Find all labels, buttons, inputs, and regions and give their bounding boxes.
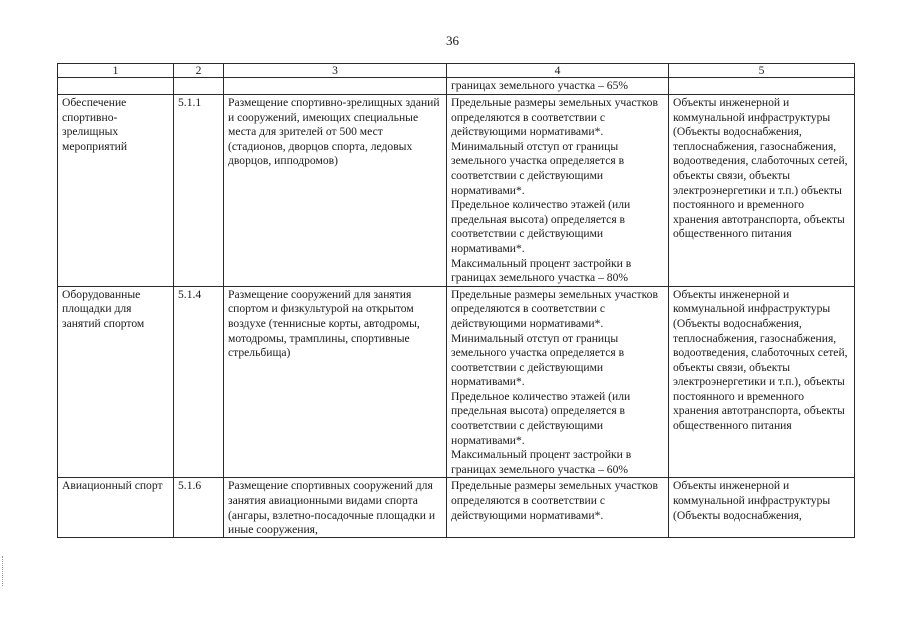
scan-margin-mark xyxy=(2,556,5,586)
header-cell-1: 1 xyxy=(58,64,174,78)
table-row xyxy=(58,478,855,538)
use-name: Оборудованные площадки для занятий спортом xyxy=(58,286,174,478)
table-row xyxy=(58,95,855,287)
auxiliary-uses: Объекты инженерной и коммунальной инфраструктуры (Объекты водоснабжения, теплоснабжения, газоснабжения, водоотведения, слаботочных сетей, объекты связи, объекты электроэнергетики и т.п.) объекты постоянного и временного хранения автотранспорта, объекты общественного питания xyxy=(669,95,855,287)
parameter-text: Максимальный процент застройки в границах земельного участка – 60% xyxy=(451,448,632,476)
parameter-text: Минимальный отступ от границы земельного участка определяется в соответствии с действующими нормативами*. xyxy=(451,331,625,389)
use-description: Размещение сооружений для занятия спортом и физкультурой на открытом воздухе (теннисные корты, автодромы, мотодромы, трамплины, спортивные стрельбища) xyxy=(224,286,447,478)
use-name: Обеспечение спортивно-зрелищных мероприятий xyxy=(58,95,174,287)
use-code: 5.1.1 xyxy=(174,95,224,287)
header-cell-3: 3 xyxy=(224,64,447,78)
header-cell-5: 5 xyxy=(669,64,855,78)
auxiliary-uses: Объекты инженерной и коммунальной инфраструктуры (Объекты водоснабжения, теплоснабжения, газоснабжения, водоотведения, слаботочных сетей, объекты связи, объекты электроэнергетики и т.п.), объекты постоянного и временного хранения автотранспорта, объекты общественного питания xyxy=(669,286,855,478)
continuation-text: границах земельного участка – 65% xyxy=(447,78,669,95)
use-parameters xyxy=(447,95,669,287)
use-parameters xyxy=(447,286,669,478)
table-row xyxy=(58,286,855,478)
parameter-text: Предельное количество этажей (или предельная высота) определяется в соответствии с действующими нормативами*. xyxy=(451,389,631,447)
page-number: 36 xyxy=(446,33,459,48)
parameter-text: Предельное количество этажей (или предельная высота) определяется в соответствии с действующими нормативами*. xyxy=(451,198,631,255)
table-header-row xyxy=(58,64,855,78)
parameter-text: Предельные размеры земельных участков определяются в соответствии с действующими нормативами*. xyxy=(451,96,658,139)
use-description: Размещение спортивных сооружений для занятия авиационными видами спорта (ангары, взлетно-посадочные площадки и иные сооружения, xyxy=(228,479,436,537)
header-cell-2: 2 xyxy=(174,64,224,78)
parameter-text: Минимальный отступ от границы земельного участка определяется в соответствии с действующими нормативами*. xyxy=(451,139,625,197)
auxiliary-uses: Объекты инженерной и коммунальной инфраструктуры (Объекты водоснабжения, xyxy=(673,479,831,522)
use-code: 5.1.6 xyxy=(178,479,202,493)
use-code: 5.1.4 xyxy=(174,286,224,478)
parameter-text: Предельные размеры земельных участков определяются в соответствии с действующими нормативами*. xyxy=(451,479,658,522)
continuation-row xyxy=(58,78,855,95)
parameter-text: Предельные размеры земельных участков определяются в соответствии с действующими нормативами*. xyxy=(451,287,658,330)
use-description: Размещение спортивно-зрелищных зданий и сооружений, имеющих специальные места для зрителей от 500 мест (стадионов, дворцов спорта, ледовых дворцов, ипподромов) xyxy=(224,95,447,287)
land-use-table xyxy=(57,63,855,538)
use-name: Авиационный спорт xyxy=(62,479,163,493)
header-cell-4: 4 xyxy=(447,64,669,78)
parameter-text: Максимальный процент застройки в границах земельного участка – 80% xyxy=(451,256,632,285)
